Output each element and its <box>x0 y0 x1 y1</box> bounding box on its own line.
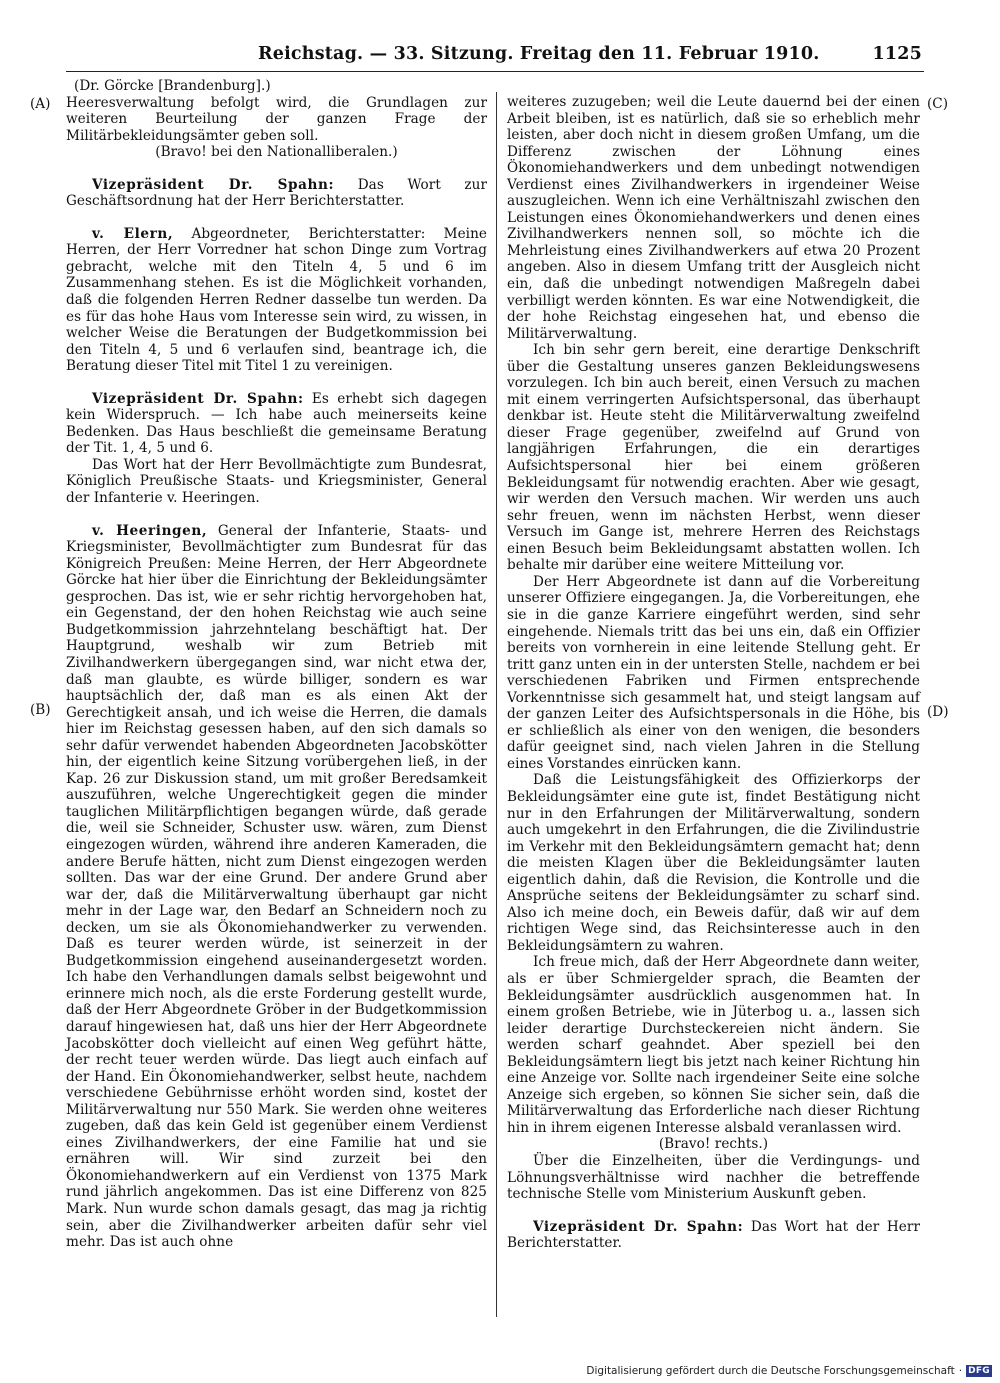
running-head: Reichstag. — 33. Sitzung. Freitag den 11. Februar 1910. <box>258 44 820 64</box>
margin-marker-c: (C) <box>927 96 949 112</box>
header-rule <box>66 71 924 72</box>
speaker-name: v. Elern, <box>92 225 174 242</box>
right-column <box>507 78 920 1252</box>
footer-dot: · <box>958 1365 963 1377</box>
paragraph: Über die Einzelheiten, über die Verdingungs- und Löhnungsverhältnisse wird nachher die betreffende technische Stelle vom Ministerium Auskunft geben. <box>507 1153 920 1203</box>
paragraph: Heeresverwaltung befolgt wird, die Grundlagen zur weiteren Beurteilung der ganzen Frage der Militärbekleidungsämter geben soll. <box>66 94 487 144</box>
footer-text: Digitalisierung gefördert durch die Deutsche Forschungsgemeinschaft <box>586 1365 955 1377</box>
paragraph: v. Heeringen, General der Infanterie, Staats- und Kriegsminister, Bevollmächtigter zum Bundesrat für das Königreich Preußen: Meine Herren, der Herr Abgeordnete Görcke hat hier über die Einrichtung der Bekleidungsämter gesprochen. Das ist, wie er sehr richtig hervorgehoben hat, ein Gegenstand, der den hohen Reichstag wie auch seine Budgetkommission jahrzehntelang beschäftigt hat. Der Hauptgrund, weshalb wir zum Betrieb mit Zivilhandwerkern übergegangen sind, war nicht etwa der, daß man glaubte, es würde billiger, sondern es war hauptsächlich der, daß man es als einen Akt der Gerechtigkeit ansah, und ich weise die Herren, die damals hier im Reichstag gesessen haben, auf den sich damals so sehr dafür verwendet habenden Abgeordneten Jacobskötter hin, der eigentlich keine Sitzung vorübergehen ließ, in der Kap. 26 zur Diskussion stand, um mit großer Beredsamkeit auszuführen, welche Ungerechtigkeit gegen die minder tauglichen Militärpflichtigen begangen würde, daß gerade die, weil sie Schneider, Schuster usw. wären, zum Dienst eingezogen würden, während ihre anderen Kameraden, die andere Berufe hätten, nicht zum Dienst eingezogen werden sollten. Das war der eine Grund. Der andere Grund aber war der, daß die Militärverwaltung überhaupt gar nicht mehr in der Lage war, den Bedarf an Schneidern noch zu decken, um sie als Ökonomiehandwerker zu verwenden. Daß es teurer werden würde, ist seinerzeit in der Budgetkommission eingehend auseinandergesetzt worden. Ich habe den Verhandlungen damals selbst beigewohnt und erinnere mich noch, als die erste Forderung gestellt wurde, daß der Herr Abgeordnete Gröber in der Budgetkommission darauf hingewiesen hat, daß uns hier der Herr Abgeordnete Jacobskötter doch vielleicht auf einen Weg geführt hätte, der recht teuer werden würde. Das liegt auch einfach auf der Hand. Ein Ökonomiehandwerker, selbst heute, nachdem verschiedene Gebührnisse erhöht worden sind, kostet der Militärverwaltung nur 550 Mark. Sie werden ohne weiteres zugeben, daß das kein Geld ist gegenüber einem Verdienst eines Zivilhandwerkers, der eine Familie hat und sie ernähren will. Wir sind zurzeit bei den Ökonomiehandwerkern auf ein Verdienst von 1375 Mark rund jährlich angekommen. Das ist eine Differenz von 825 Mark. Nun wurde schon damals gesagt, das mag ja richtig sein, aber die Zivilhandwerker arbeiten dafür sehr viel mehr. Das ist auch ohne <box>66 522 487 1251</box>
interjection: (Bravo! bei den Nationalliberalen.) <box>155 144 398 161</box>
margin-marker-d: (D) <box>927 704 949 720</box>
paragraph: v. Elern, Abgeordneter, Berichterstatter: Meine Herren, der Herr Vorredner hat schon Dinge zum Vortrag gebracht, welche mit den Titeln 4, 5 und 6 im Zusammenhang stehen. Es ist die Möglichkeit vorhanden, daß die folgenden Herren Redner dasselbe tun werden. Da es für das hohe Haus vom Interesse sein wird, zu wissen, in welcher Weise die Beratungen der Budgetkommission bei den Titeln 4, 5 und 6 verlaufen sind, beantrage ich, die Beratung dieser Titel mit Titel 1 zu vereinigen. <box>66 225 487 375</box>
paragraph: Daß die Leistungsfähigkeit des Offizierkorps der Bekleidungsämter eine gute ist, findet Bestätigung nicht nur in den Erfahrungen der Militärverwaltung, sondern auch umgekehrt in den Erfahrungen, die die Zivilindustrie im Verkehr mit den Bekleidungsämtern gemacht hat; denn die meisten Klagen über die Bekleidungsämter lauten eigentlich dahin, daß die Revision, die Kontrolle und die Ansprüche seitens der Bekleidungsämter zu scharf sind. Also ich meine doch, ein Beweis dafür, daß wir auf dem richtigen Wege sind, das Reichsinteresse auch in den Bekleidungsämtern zu wahren. <box>507 772 920 954</box>
margin-marker-b: (B) <box>30 702 51 718</box>
digitization-footer <box>586 1365 992 1377</box>
speaker-name: Vizepräsident Dr. Spahn: <box>533 1218 744 1235</box>
paragraph: Ich freue mich, daß der Herr Abgeordnete dann weiter, als er über Schmiergelder sprach, die Beamten der Bekleidungsämter ausdrücklich ausgenommen hat. In einem großen Betriebe, wie in Jüterbog u. a., lassen sich leider derartige Durchsteckereien nicht ändern. Sie werden scharf geahndet. Aber speziell bei den Bekleidungsämtern liegt bis jetzt nach keiner Richtung hin eine Anzeige vor. Sollte nach irgendeiner Seite eine solche Anzeige sich ergeben, so können Sie sicher sein, daß die Militärverwaltung das Erforderliche nach dieser Richtung hin in ihrem eigenen Interesse alsbald veranlassen wird. <box>507 954 920 1136</box>
paragraph: Vizepräsident Dr. Spahn: Es erhebt sich dagegen kein Widerspruch. — Ich habe auch meinerseits keine Bedenken. Das Haus beschließt die gemeinsame Beratung der Tit. 1, 4, 5 und 6. <box>66 390 487 457</box>
left-column <box>66 78 487 1251</box>
page-header <box>70 44 922 70</box>
paragraph: Das Wort hat der Herr Bevollmächtigte zum Bundesrat, Königlich Preußische Staats- und Kriegsminister, General der Infanterie v. Heeringen. <box>66 456 487 507</box>
page-number: 1125 <box>872 44 922 64</box>
speaker-name: Vizepräsident Dr. Spahn: <box>92 176 335 193</box>
column-divider <box>496 92 497 1317</box>
interjection: (Bravo! rechts.) <box>658 1136 769 1153</box>
speaker-continuation: (Dr. Görcke [Brandenburg].) <box>74 78 271 94</box>
paragraph: Der Herr Abgeordnete ist dann auf die Vorbereitung unserer Offiziere eingegangen. Ja, die Vorbereitungen, ehe sie in die ganze Karriere eingeführt werden, sind sehr eingehende. Niemals tritt das bei uns ein, daß ein Offizier bereits von vornherein in eine leitende Stellung geht. Er tritt ganz unten ein in der untersten Stelle, nachdem er bei verschiedenen Fabriken und Firmen entsprechende Vorkenntnisse sich gesammelt hat, und steigt langsam auf der ganzen Leiter des Aufsichtspersonals in die Höhe, bis er schließlich als einer von den wenigen, die besonders dafür geeignet sind, nach vielen Jahren in die Stellung eines Vorstandes einrücken kann. <box>507 573 920 772</box>
paragraph: Ich bin sehr gern bereit, eine derartige Denkschrift über die Gestaltung unseres ganzen Bekleidungswesens vorzulegen. Ich bin auch bereit, einen Versuch zu machen mit einem verringerten Aufsichtspersonal, das überhaupt denkbar ist. Heute steht die Militärverwaltung zweifelnd dieser Frage gegenüber, zweifelnd auf Grund von langjährigen Erfahrungen, die ein derartiges Aufsichtspersonal hier bei einem größeren Bekleidungsamt für notwendig erachten. Aber wie gesagt, wir werden den Versuch machen. Wir werden uns auch sehr freuen, wenn im nächsten Herbst, wenn dieser Versuch im Gange ist, mehrere Herren des Reichstags einen Besuch beim Bekleidungsamt abstatten wollen. Ich behalte mir darüber eine weitere Mitteilung vor. <box>507 342 920 574</box>
paragraph: Vizepräsident Dr. Spahn: Das Wort hat der Herr Berichterstatter. <box>507 1218 920 1252</box>
paragraph: Vizepräsident Dr. Spahn: Das Wort zur Geschäftsordnung hat der Herr Berichterstatter. <box>66 176 488 210</box>
speaker-name: v. Heeringen, <box>92 522 208 539</box>
dfg-logo: DFG <box>968 1366 990 1376</box>
paragraph: weiteres zuzugeben; weil die Leute dauernd bei der einen Arbeit bleiben, ist es natürlich, daß sie so erheblich mehr leisten, aber doch nicht in diesem großen Umfang, um die Differenz zwischen der Löhnung eines Ökonomiehandwerkers und dem unbedingt notwendigen Verdienst eines Zivilhandwerkers in irgendeiner Weise auszugleichen. Wenn ich eine Verhältniszahl zwischen den Leistungen eines Ökonomiehandwerkers und denen eines Zivilhandwerkers nennen soll, so möchte ich die Mehrleistung eines Zivilhandwerkers auf etwa 20 Prozent angeben. Also in diesem Umfang tritt der Ausgleich nicht ein, daß die unbedingt notwendigen Maßregeln dabei verbilligt werden könnten. Es war eine Notwendigkeit, die der hohe Reichstag eingesehen hat, und ebenso die Militärverwaltung. <box>507 94 920 342</box>
margin-marker-a: (A) <box>30 96 51 112</box>
speaker-name: Vizepräsident Dr. Spahn: <box>92 390 304 407</box>
